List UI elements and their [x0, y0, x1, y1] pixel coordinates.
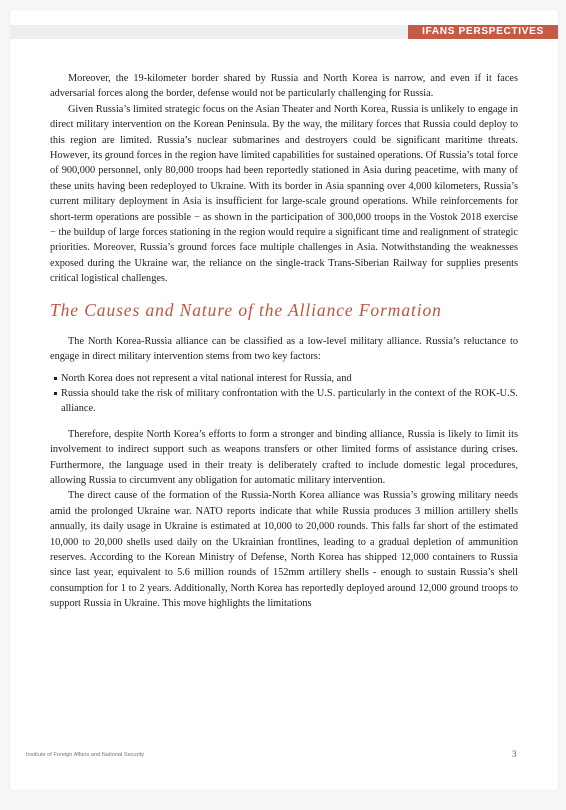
document-page — [10, 10, 558, 790]
series-label: IFANS PERSPECTIVES — [408, 25, 558, 39]
paragraph-indirect-support: Therefore, despite North Korea’s efforts to form a stronger and binding alliance, Russia is likely to limit its involvement to indirect support such as weapons transfers or other limited forms of assistance during crises. Furthermore, the language used in their treaty is deliberately crafted to include domestic legal procedures, allowing Russia to circumvent any obligation for automatic military intervention. — [50, 428, 518, 486]
footer-institute: Institute of Foreign Affairs and National Security — [26, 752, 145, 758]
bullet-marker — [54, 392, 57, 395]
list-item — [54, 386, 518, 417]
paragraph-direct-cause: The direct cause of the formation of the Russia-North Korea alliance was Russia’s growing military needs amid the prolonged Ukraine war. NATO reports indicate that while Russia produces 3 million artillery shells annually, its daily usage in Ukraine is estimated at 10,000 to 20,000 rounds. This falls far short of the estimated 10,000 to 20,000 shells used daily on the Ukrainian frontlines, leading to a gradual depletion of ammunition reserves. According to the Korean Ministry of Defense, North Korea has shipped 12,000 containers to Russia since last year, equivalent to 5.6 million rounds of 152mm artillery shells - enough to sustain Russia’s shell consumption for 1 to 2 years. Additionally, North Korea has reportedly deployed around 12,000 ground troops to support Russia in Ukraine. This move highlights the limitations — [50, 490, 518, 610]
factor-list — [54, 371, 518, 417]
paragraph-alliance-classification: The North Korea-Russia alliance can be classified as a low-level military alliance. Russia’s reluctance to engage in direct military intervention stems from two key factors: — [50, 335, 518, 363]
article-body — [50, 71, 518, 612]
section-heading: The Causes and Nature of the Alliance Formation — [50, 299, 442, 320]
page-number: 3 — [512, 749, 517, 759]
list-item-text: Russia should take the risk of military confrontation with the U.S. particularly in the context of the ROK-U.S. alliance. — [61, 387, 518, 415]
paragraph-military-forces: Given Russia’s limited strategic focus on the Asian Theater and North Korea, Russia is unlikely to engage in direct military intervention on the Korean Peninsula. By the way, the military forces that Russia could deploy to this region are limited. Russia’s nuclear submarines and destroyers could be significant maritime threats. However, its ground forces in the region have limited capabilities for sustained operations. Of Russia’s total force of 900,000 personnel, only 80,000 troops had been reportedly stationed in Asia during peacetime, with many of these units having been redeployed to Ukraine. With its border in Asia spanning over 4,000 kilometers, Russia’s current military deployment in Asia is insufficient for large-scale ground operations. While reinforcements for short-term operations are possible − as shown in the participation of 300,000 troops in the Vostok 2018 exercise − the buildup of large forces stationing in the region would require a significant time and realignment of strategic priorities. Moreover, Russia’s ground forces face multiple challenges in Asia. Notwithstanding the weaknesses exposed during the Ukraine war, the reliance on the single-track Trans-Siberian Railway for supplies presents critical logistical challenges. — [50, 103, 518, 285]
list-item — [54, 371, 518, 386]
paragraph-border: Moreover, the 19-kilometer border shared by Russia and North Korea is narrow, and even if it faces adversarial forces along the border, defense would not be particularly challenging for Russia. — [50, 73, 518, 100]
list-item-text: North Korea does not represent a vital national interest for Russia, and — [61, 372, 352, 384]
bullet-marker — [54, 377, 57, 380]
